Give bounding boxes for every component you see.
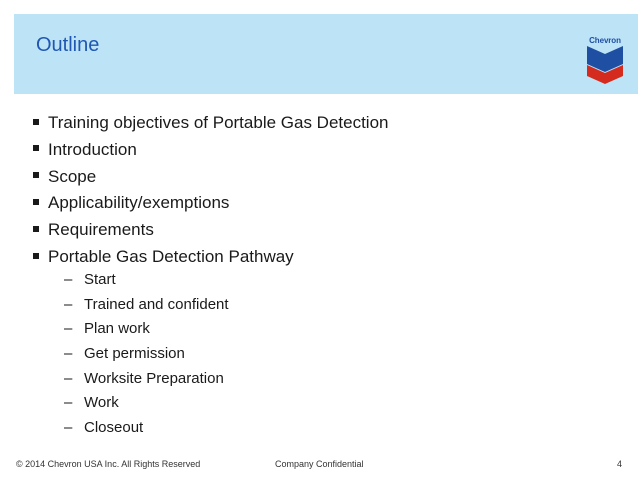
- bullet-list: [33, 112, 389, 273]
- sub-bullet-list: [64, 270, 229, 443]
- square-bullet-icon: [33, 172, 39, 178]
- dash-marker: –: [64, 345, 73, 363]
- list-item: Scope: [33, 166, 389, 193]
- footer-copyright: © 2014 Chevron USA Inc. All Rights Reserved: [16, 459, 201, 469]
- square-bullet-icon: [33, 119, 39, 125]
- logo-text: Chevron: [589, 36, 621, 45]
- sub-list-item: – Start: [64, 271, 116, 288]
- sub-list-item: – Plan work: [64, 320, 150, 338]
- slide-title: Outline: [36, 34, 100, 56]
- slide-header: [14, 14, 638, 94]
- list-item: Introduction: [33, 139, 389, 166]
- list-item: Training objectives of Portable Gas Detection: [33, 112, 389, 139]
- chevron-logo: [585, 36, 625, 86]
- dash-marker: –: [64, 394, 73, 412]
- sub-list-item: – Get permission: [64, 345, 185, 363]
- dash-marker: –: [64, 419, 73, 437]
- page-number: 4: [617, 459, 623, 469]
- square-bullet-icon: [33, 253, 39, 259]
- square-bullet-icon: [33, 199, 39, 205]
- chevron-emblem-icon: [587, 46, 623, 84]
- footer-confidential: Company Confidential: [275, 459, 364, 469]
- dash-marker: –: [64, 369, 73, 387]
- square-bullet-icon: [33, 145, 39, 151]
- sub-list-item: – Closeout: [64, 419, 144, 437]
- dash-marker: –: [64, 271, 73, 288]
- square-bullet-icon: [33, 226, 39, 232]
- list-item: Requirements: [33, 219, 389, 246]
- dash-marker: –: [64, 320, 73, 338]
- list-item: Portable Gas Detection Pathway: [33, 246, 389, 273]
- sub-list-item: – Trained and confident: [64, 295, 229, 313]
- sub-list-item: – Worksite Preparation: [64, 369, 224, 387]
- list-item: Applicability/exemptions: [33, 192, 389, 219]
- dash-marker: –: [64, 295, 73, 313]
- sub-list-item: – Work: [64, 394, 119, 412]
